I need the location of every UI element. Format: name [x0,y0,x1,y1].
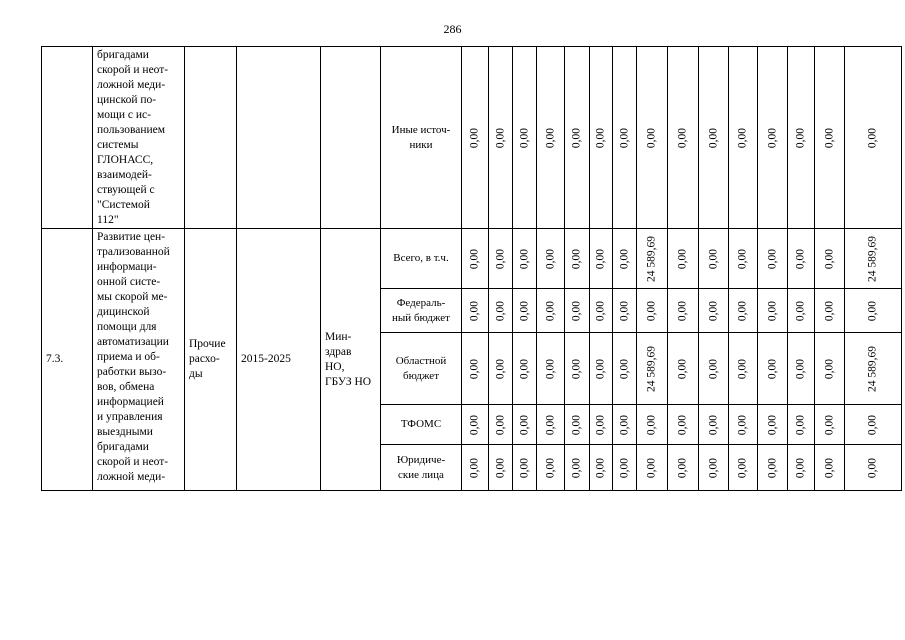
value-cell: 0,00 [489,47,513,229]
value-cell: 0,00 [513,289,537,333]
value-cell: 0,00 [537,445,565,491]
value-cell: 0,00 [815,445,845,491]
value-cell: 0,00 [513,333,537,405]
value-cell: 0,00 [637,405,668,445]
funding-source-label: Федераль- ный бюджет [381,289,462,333]
value-cell: 0,00 [637,47,668,229]
value-cell: 0,00 [815,289,845,333]
value-cell: 0,00 [788,289,815,333]
value-cell: 0,00 [513,47,537,229]
value-cell: 0,00 [613,289,637,333]
funding-source-label: Иные источ- ники [381,47,462,229]
value-cell: 0,00 [537,405,565,445]
funding-source-label: ТФОМС [381,405,462,445]
value-cell: 0,00 [729,445,758,491]
value-cell: 0,00 [565,405,590,445]
value-cell: 0,00 [590,289,613,333]
value-cell: 0,00 [699,445,729,491]
value-cell: 0,00 [788,405,815,445]
value-cell: 0,00 [729,289,758,333]
value-cell: 0,00 [489,333,513,405]
value-cell: 0,00 [590,405,613,445]
value-cell: 0,00 [815,405,845,445]
value-cell: 0,00 [699,229,729,289]
item-number-cell [42,47,93,229]
value-cell: 0,00 [462,229,489,289]
value-cell: 0,00 [815,333,845,405]
value-cell: 0,00 [845,289,902,333]
value-cell: 0,00 [845,405,902,445]
value-cell: 0,00 [729,333,758,405]
value-cell: 0,00 [758,445,788,491]
value-cell: 0,00 [613,445,637,491]
value-cell: 0,00 [590,47,613,229]
expense-type: Прочие расхо- ды [185,229,237,491]
value-cell: 0,00 [758,229,788,289]
value-cell: 0,00 [489,405,513,445]
value-cell: 0,00 [788,47,815,229]
item-description: Развитие цен- трализованной информаци- онной систе- мы скорой ме- дицинской помощи для автоматизации приема и об- работки вызо- вов, обмена информацией и управления выездными бригадами скорой и неот- ложной меди- [93,229,185,491]
value-cell: 0,00 [758,47,788,229]
value-cell: 0,00 [729,47,758,229]
value-cell: 0,00 [489,289,513,333]
funding-source-label: Всего, в т.ч. [381,229,462,289]
value-cell: 0,00 [613,229,637,289]
value-cell: 0,00 [590,445,613,491]
value-cell: 0,00 [788,229,815,289]
value-cell: 0,00 [758,333,788,405]
value-cell: 0,00 [668,333,699,405]
value-cell: 0,00 [513,445,537,491]
budget-table [41,46,902,491]
value-cell: 0,00 [513,405,537,445]
value-cell: 0,00 [462,405,489,445]
value-cell: 0,00 [565,445,590,491]
value-cell: 0,00 [462,289,489,333]
item-number: 7.3. [42,229,93,491]
value-cell: 0,00 [668,289,699,333]
value-cell: 0,00 [699,289,729,333]
executor-cell [321,47,381,229]
period-cell [237,47,321,229]
value-cell: 0,00 [565,333,590,405]
funding-source-label: Юридиче- ские лица [381,445,462,491]
value-cell: 0,00 [537,289,565,333]
value-cell: 0,00 [815,47,845,229]
value-cell: 0,00 [462,445,489,491]
value-cell: 0,00 [788,333,815,405]
value-cell: 24 589,69 [845,229,902,289]
table-row [42,47,902,229]
value-cell: 0,00 [668,47,699,229]
value-cell: 0,00 [613,333,637,405]
value-cell: 0,00 [513,229,537,289]
value-cell: 0,00 [613,47,637,229]
value-cell: 0,00 [537,229,565,289]
value-cell: 24 589,69 [637,333,668,405]
value-cell: 0,00 [845,445,902,491]
value-cell: 0,00 [699,333,729,405]
value-cell: 0,00 [788,445,815,491]
value-cell: 0,00 [565,229,590,289]
value-cell: 0,00 [729,229,758,289]
value-cell: 0,00 [590,333,613,405]
value-cell: 0,00 [668,229,699,289]
value-cell: 0,00 [668,445,699,491]
value-cell: 0,00 [668,405,699,445]
value-cell: 0,00 [699,47,729,229]
value-cell: 0,00 [845,47,902,229]
value-cell: 24 589,69 [845,333,902,405]
funding-source-label: Областной бюджет [381,333,462,405]
value-cell: 0,00 [637,445,668,491]
value-cell: 0,00 [489,445,513,491]
value-cell: 0,00 [537,333,565,405]
value-cell: 0,00 [462,333,489,405]
value-cell: 24 589,69 [637,229,668,289]
value-cell: 0,00 [758,289,788,333]
expense-type-cell [185,47,237,229]
value-cell: 0,00 [637,289,668,333]
value-cell: 0,00 [489,229,513,289]
value-cell: 0,00 [565,47,590,229]
value-cell: 0,00 [565,289,590,333]
item-description-continuation: бригадами скорой и неот- ложной меди- цинской по- мощи с ис- пользованием системы ГЛОНАСС, взаимодей- ствующей с "Системой 112" [93,47,185,229]
table-row [42,229,902,289]
value-cell: 0,00 [729,405,758,445]
page-number: 286 [443,22,462,36]
value-cell: 0,00 [590,229,613,289]
period: 2015-2025 [237,229,321,491]
value-cell: 0,00 [462,47,489,229]
value-cell: 0,00 [613,405,637,445]
executor: Мин- здрав НО, ГБУЗ НО [321,229,381,491]
value-cell: 0,00 [815,229,845,289]
value-cell: 0,00 [537,47,565,229]
value-cell: 0,00 [758,405,788,445]
value-cell: 0,00 [699,405,729,445]
